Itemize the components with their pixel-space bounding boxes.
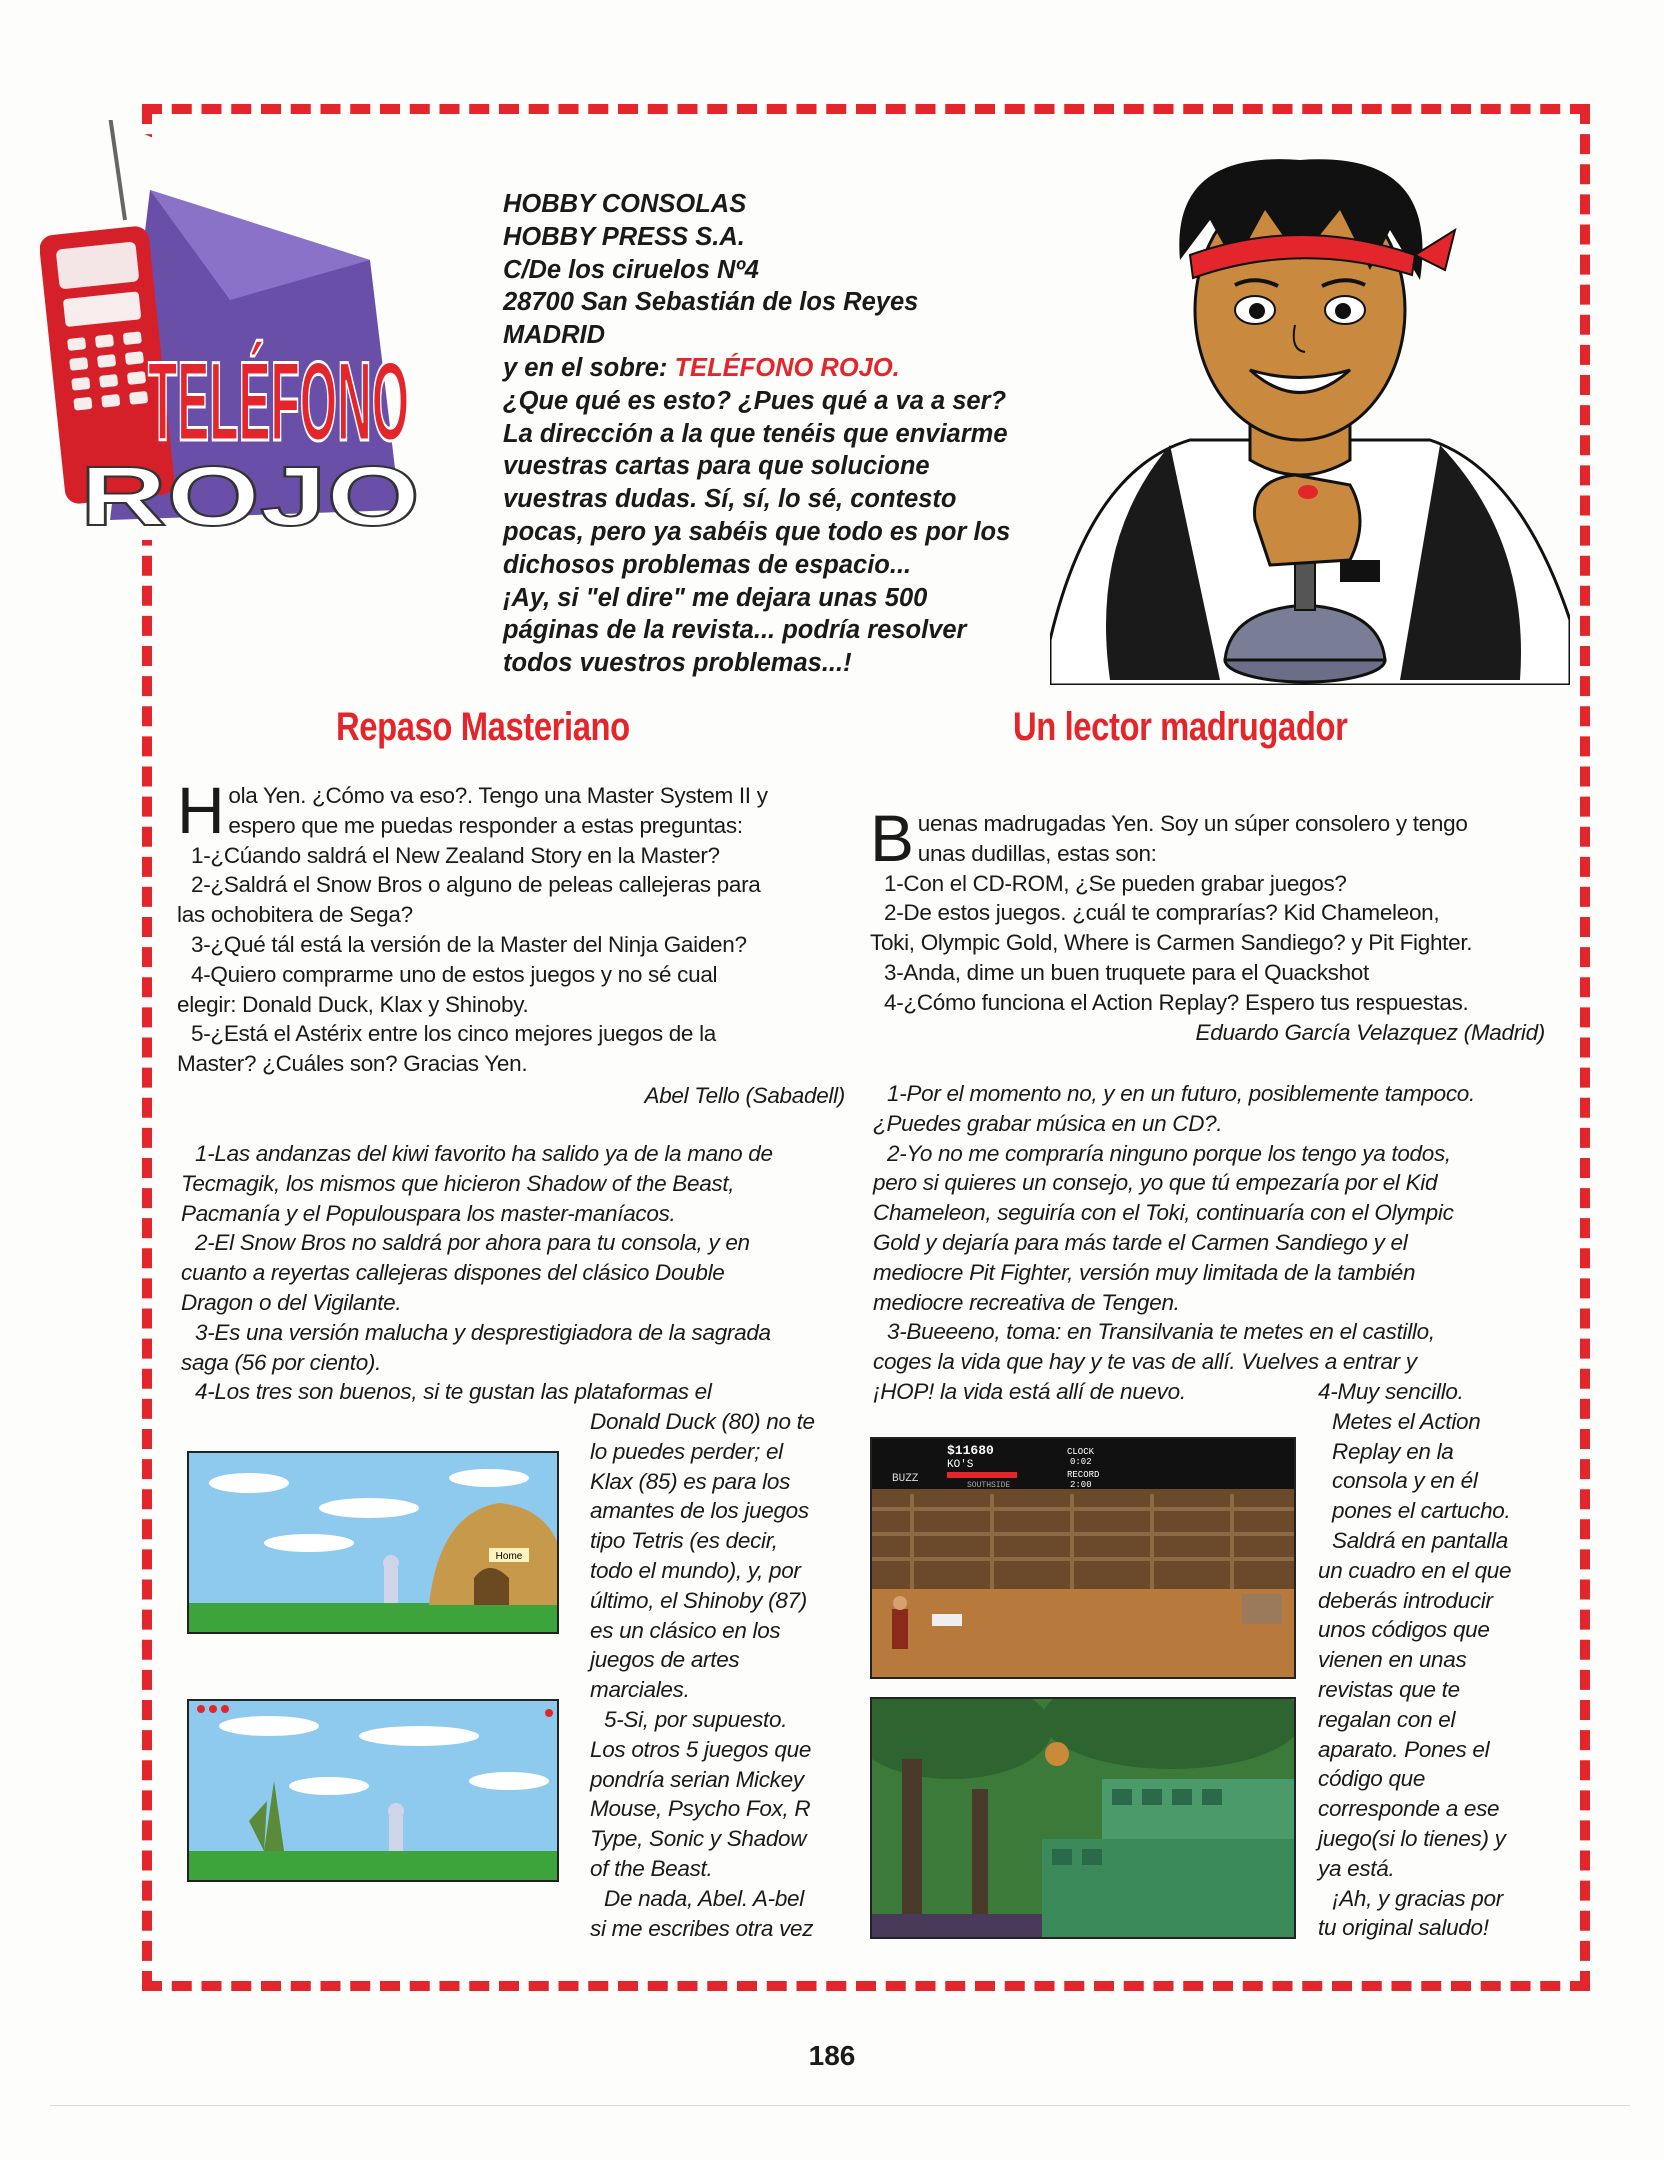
letter-line: Toki, Olympic Gold, Where is Carmen Sandiego? y Pit Fighter. <box>870 930 1473 956</box>
answer-line: tipo Tetris (es decir, <box>590 1528 778 1554</box>
answer-line: todo el mundo), y, por <box>590 1557 801 1583</box>
left-signature: Abel Tello (Sabadell) <box>644 1082 845 1108</box>
intro-line: ¡Ay, si "el dire" me dejara unas 500 <box>503 583 928 612</box>
answer-line: 1-Las andanzas del kiwi favorito ha salido ya de la mano de <box>195 1141 773 1166</box>
answer-line: unos códigos que <box>1318 1617 1490 1643</box>
letter-line: ola Yen. ¿Cómo va eso?. Tengo una Master System II y <box>228 783 768 808</box>
address-line: C/De los ciruelos Nº4 <box>503 255 759 284</box>
address-line: 28700 San Sebastián de los Reyes <box>503 288 919 317</box>
letter-line: espero que me puedas responder a estas preguntas: <box>228 812 743 838</box>
logo-graphic <box>40 120 440 540</box>
answer-line: 4-Muy sencillo. <box>1318 1379 1464 1404</box>
answer-line: Donald Duck (80) no te <box>590 1409 815 1434</box>
answer-line: amantes de los juegos <box>590 1498 809 1524</box>
answer-line: es un clásico en los <box>590 1617 781 1643</box>
page-number: 186 <box>808 2040 856 2071</box>
answer-line: 2-El Snow Bros no saldrá por ahora para tu consola, y en <box>195 1230 750 1256</box>
answer-line: pones el cartucho. <box>1332 1498 1511 1524</box>
kid-chameleon-scene <box>872 1699 1296 1939</box>
letter-line: 3-¿Qué tál está la versión de la Master del Ninja Gaiden? <box>191 931 747 957</box>
hud-clock-value: 0:02 <box>1070 1457 1092 1467</box>
intro-line: todos vuestros problemas...! <box>503 649 852 678</box>
answer-line: juegos de artes <box>590 1647 740 1673</box>
answer-line: Gold y dejaría para más tarde el Carmen Sandiego y el <box>873 1229 1408 1255</box>
pit-fighter-screenshot <box>870 1437 1296 1679</box>
answer-line: 3-Es una versión malucha y desprestigiadora de la sagrada <box>195 1319 771 1345</box>
letter-line: Master? ¿Cuáles son? Gracias Yen. <box>177 1051 528 1077</box>
intro-line: pocas, pero ya sabéis que todo es por los <box>503 517 1011 546</box>
answer-line: aparato. Pones el <box>1318 1736 1490 1762</box>
answer-line: revistas que te <box>1318 1676 1460 1702</box>
letter-line: 2-De estos juegos. ¿cuál te comprarías? Kid Chameleon, <box>884 900 1440 926</box>
address-line: HOBBY CONSOLAS <box>503 190 747 218</box>
left-section-title: Repaso Masteriano <box>336 705 630 749</box>
kid-chameleon-screenshot <box>870 1697 1296 1939</box>
answer-line: Dragon o del Vigilante. <box>181 1289 402 1315</box>
answer-line: Mouse, Psycho Fox, R <box>590 1796 811 1822</box>
intro-line: páginas de la revista... podría resolver <box>503 616 967 645</box>
hud-name: BUZZ <box>892 1473 919 1485</box>
home-sign-text: Home <box>495 1551 523 1562</box>
address-line: HOBBY PRESS S.A. <box>503 222 745 251</box>
answer-line: ya está. <box>1318 1855 1395 1881</box>
shinobi-screenshot-2 <box>187 1699 559 1882</box>
shinobi-scene-1 <box>189 1453 559 1634</box>
address-line: MADRID <box>503 321 605 350</box>
hud-clock-label: CLOCK <box>1067 1447 1095 1457</box>
letter-line: 5-¿Está el Astérix entre los cinco mejores juegos de la <box>191 1021 717 1047</box>
right-answer <box>873 1079 1548 1407</box>
letter-line: unas dudillas, estas son: <box>917 840 1157 866</box>
answer-line: pero si quieres un consejo, yo que tú empezaría por el Kid <box>873 1170 1438 1196</box>
pit-fighter-scene <box>872 1439 1296 1679</box>
answer-line: coges la vida que hay y te vas de allí. Vuelves a entrar y <box>873 1349 1417 1375</box>
answer-line: ¡HOP! la vida está allí de nuevo. <box>873 1378 1186 1404</box>
answer-line: Chameleon, seguiría con el Toki, continuaría con el Olympic <box>873 1200 1454 1226</box>
logo-text-telefono: TELÉFONO <box>148 339 410 465</box>
answer-line: último, el Shinoby (87) <box>590 1587 807 1613</box>
left-answer-narrow <box>590 1407 850 1943</box>
envelope-line <box>503 352 1063 385</box>
left-letter <box>177 773 845 1111</box>
answer-line: Type, Sonic y Shadow <box>590 1826 807 1852</box>
answer-line: lo puedes perder; el <box>590 1438 783 1464</box>
answer-line: cuanto a reyertas callejeras dispones del clásico Double <box>181 1260 725 1286</box>
answer-line: juego(si lo tienes) y <box>1318 1825 1506 1851</box>
answer-line: Pacmanía y el Populouspara los master-maníacos. <box>181 1200 676 1226</box>
letter-line: elegir: Donald Duck, Klax y Shinoby. <box>177 991 529 1017</box>
hud-kos: KO'S <box>947 1459 974 1471</box>
answer-line: ¡Ah, y gracias por <box>1332 1885 1503 1911</box>
envelope-prefix: y en el sobre: <box>503 353 675 382</box>
answer-line: regalan con el <box>1318 1706 1456 1732</box>
answer-line: 5-Si, por supuesto. <box>604 1706 788 1732</box>
left-drop-cap: H <box>177 773 225 847</box>
letter-line: 4-Quiero comprarme uno de estos juegos y no sé cual <box>191 961 718 987</box>
answer-line: marciales. <box>590 1677 690 1703</box>
logo-text-rojo: ROJO <box>80 449 420 540</box>
letter-line: uenas madrugadas Yen. Soy un súper consolero y tengo <box>917 811 1468 836</box>
right-answer-narrow <box>1318 1377 1558 1943</box>
right-signature: Eduardo García Velazquez (Madrid) <box>1195 1019 1545 1045</box>
shinobi-screenshot-1 <box>187 1451 559 1634</box>
answer-line: 2-Yo no me compraría ninguno porque los tengo ya todos, <box>887 1140 1451 1166</box>
intro-line: vuestras cartas para que solucione <box>503 452 930 481</box>
letter-line: 4-¿Cómo funciona el Action Replay? Espero tus respuestas. <box>884 989 1469 1015</box>
answer-line: Tecmagik, los mismos que hicieron Shadow of the Beast, <box>181 1170 735 1196</box>
right-drop-cap: B <box>870 801 914 875</box>
intro-line: La dirección a la que tenéis que enviarme <box>503 419 1008 448</box>
answer-line: saga (56 por ciento). <box>181 1349 382 1375</box>
envelope-red-text: TELÉFONO ROJO. <box>674 353 900 382</box>
answer-line: 3-Bueeeno, toma: en Transilvania te metes en el castillo, <box>887 1319 1435 1345</box>
hud-score: $11680 <box>947 1443 994 1458</box>
letter-line: 3-Anda, dime un buen truquete para el Quackshot <box>884 959 1369 985</box>
intro-line: vuestras dudas. Sí, sí, lo sé, contesto <box>503 485 957 514</box>
yen-illustration <box>1050 140 1570 685</box>
answer-line: 1-Por el momento no, y en un futuro, posiblemente tampoco. <box>887 1081 1475 1106</box>
answer-line: pondría serian Mickey <box>590 1766 804 1792</box>
right-letter <box>870 801 1545 1047</box>
answer-line: mediocre recreativa de Tengen. <box>873 1289 1180 1315</box>
answer-line: código que <box>1318 1766 1426 1792</box>
answer-line: Saldrá en pantalla <box>1332 1527 1508 1553</box>
left-answer <box>181 1139 849 1407</box>
answer-line: Klax (85) es para los <box>590 1468 791 1494</box>
answer-line: consola y en él <box>1332 1468 1478 1494</box>
telefono-rojo-logo <box>40 120 440 540</box>
answer-line: vienen en unas <box>1318 1647 1467 1673</box>
letter-line: las ochobitera de Sega? <box>177 902 413 928</box>
answer-line: tu original saludo! <box>1318 1915 1489 1941</box>
page-bottom-line <box>50 2105 1630 2106</box>
letter-line: 2-¿Saldrá el Snow Bros o alguno de peleas callejeras para <box>191 872 761 898</box>
shinobi-scene-2 <box>189 1701 559 1882</box>
yen-drawing <box>1050 140 1570 685</box>
letter-line: 1-Con el CD-ROM, ¿Se pueden grabar juegos? <box>884 870 1347 896</box>
answer-line: Metes el Action <box>1332 1408 1481 1434</box>
answer-line: of the Beast. <box>590 1855 713 1881</box>
answer-line: Replay en la <box>1332 1438 1454 1464</box>
intro-line: dichosos problemas de espacio... <box>503 550 912 579</box>
answer-line: 4-Los tres son buenos, si te gustan las plataformas el <box>195 1379 712 1405</box>
intro-line: ¿Que qué es esto? ¿Pues qué a va a ser? <box>503 386 1007 415</box>
answer-line: De nada, Abel. A-bel <box>604 1885 804 1911</box>
answer-line: Los otros 5 juegos que <box>590 1736 812 1762</box>
letter-line: 1-¿Cúando saldrá el New Zealand Story en la Master? <box>191 842 720 868</box>
address-block <box>503 188 1063 680</box>
answer-line: un cuadro en el que <box>1318 1557 1512 1583</box>
answer-line: mediocre Pit Fighter, versión muy limitada de la también <box>873 1259 1416 1285</box>
answer-line: ¿Puedes grabar música en un CD?. <box>873 1110 1223 1136</box>
hud-venue: SOUTHSIDE <box>967 1481 1011 1490</box>
answer-line: corresponde a ese <box>1318 1796 1500 1822</box>
hud-record-value: 2:00 <box>1070 1480 1092 1490</box>
right-section-title: Un lector madrugador <box>1013 705 1348 749</box>
hud-record-label: RECORD <box>1067 1470 1100 1480</box>
answer-line: deberás introducir <box>1318 1587 1493 1613</box>
answer-line: si me escribes otra vez <box>590 1915 814 1941</box>
